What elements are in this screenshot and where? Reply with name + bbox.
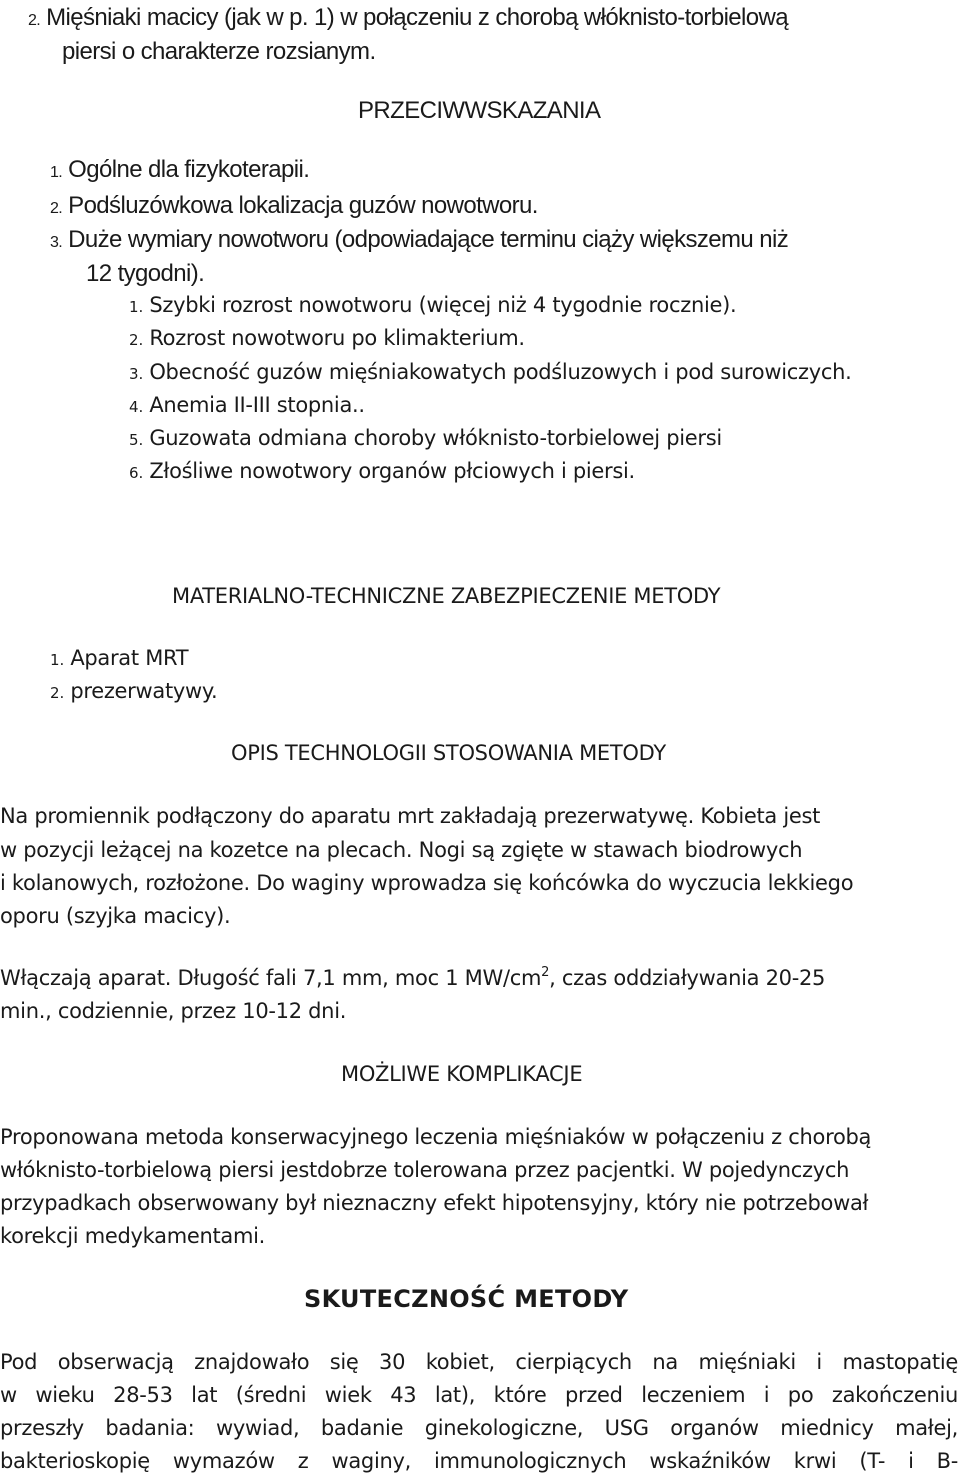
list-number: 2.	[129, 331, 144, 349]
superscript: 2	[541, 965, 550, 980]
section-heading-technology: OPIS TECHNOLOGII STOSOWANIA METODY	[231, 741, 666, 765]
paragraph-line: oporu (szyjka macicy).	[0, 904, 231, 928]
list-text: Ogólne dla fizykoterapii.	[68, 156, 310, 183]
list-number: 3.	[50, 234, 63, 251]
list-text: Złośliwe nowotwory organów płciowych i piersi.	[149, 459, 635, 483]
list-text: Mięśniaki macicy (jak w p. 1) w połączeniu z chorobą włóknisto-torbielową	[46, 4, 789, 31]
list-number: 5.	[129, 431, 144, 449]
paragraph-line: przypadkach obserwowany był nieznaczny efekt hipotensyjny, który nie potrzebował	[0, 1191, 869, 1215]
list-item-continuation: piersi o charakterze rozsianym.	[62, 38, 376, 65]
paragraph-line: Pod obserwacją znajdowało się 30 kobiet, cierpiących na mięśniaki i mastopatię	[0, 1350, 958, 1374]
paragraph-line: Na promiennik podłączony do aparatu mrt zakładają prezerwatywę. Kobieta jest	[0, 804, 821, 828]
list-number: 2.	[50, 684, 65, 702]
paragraph-line: w pozycji leżącej na kozetce na plecach. Nogi są zgięte w stawach biodrowych	[0, 838, 803, 862]
list-item	[129, 295, 736, 316]
list-item	[50, 648, 188, 669]
paragraph-line: przeszły badania: wywiad, badanie ginekologiczne, USG organów miednicy małej,	[0, 1416, 958, 1440]
paragraph-line	[0, 965, 826, 990]
text-segment: , czas oddziaływania 20-25	[549, 966, 826, 990]
list-item-continuation: 12 tygodni).	[86, 260, 205, 287]
list-item	[129, 328, 525, 349]
section-heading-complications: MOŻLIWE KOMPLIKACJE	[341, 1062, 583, 1086]
list-item	[129, 362, 851, 383]
list-item	[50, 681, 217, 702]
list-text: Szybki rozrost nowotworu (więcej niż 4 tygodnie rocznie).	[149, 293, 737, 317]
paragraph-line: i kolanowych, rozłożone. Do waginy wprowadza się końcówka do wyczucia lekkiego	[0, 871, 854, 895]
paragraph-line: włóknisto-torbielową piersi jestdobrze tolerowana przez pacjentki. W pojedynczych	[0, 1158, 850, 1182]
list-number: 2.	[28, 12, 41, 29]
list-number: 1.	[129, 298, 144, 316]
list-item	[129, 461, 635, 482]
list-number: 1.	[50, 164, 63, 181]
section-heading-material: MATERIALNO-TECHNICZNE ZABEZPIECZENIE METODY	[172, 584, 721, 608]
paragraph-line: min., codziennie, przez 10-12 dni.	[0, 999, 347, 1023]
list-item	[50, 228, 788, 252]
list-number: 6.	[129, 464, 144, 482]
section-heading-effectiveness: SKUTECZNOŚĆ METODY	[304, 1285, 629, 1313]
list-text: Aparat MRT	[70, 646, 189, 670]
section-heading-contraindications: PRZECIWWSKAZANIA	[358, 97, 601, 124]
paragraph-line: korekcji medykamentami.	[0, 1224, 266, 1248]
list-text: Anemia II-III stopnia..	[149, 393, 365, 417]
list-item	[50, 158, 309, 182]
paragraph-line: bakterioskopię wymazów z waginy, immunologicznych wskaźników krwi (T- i B-	[0, 1449, 958, 1473]
list-number: 2.	[50, 200, 63, 217]
list-text: Duże wymiary nowotworu (odpowiadające terminu ciąży większemu niż	[68, 226, 789, 253]
paragraph-line: w wieku 28-53 lat (średni wiek 43 lat), które przed leczeniem i po zakończeniu	[0, 1383, 958, 1407]
list-item	[28, 6, 788, 30]
text-segment: Włączają aparat. Długość fali 7,1 mm, moc 1 MW/cm	[0, 966, 542, 990]
list-number: 3.	[129, 365, 144, 383]
list-number: 4.	[129, 398, 144, 416]
list-item	[129, 428, 722, 449]
list-text: Podśluzówkowa lokalizacja guzów nowotworu.	[68, 192, 538, 219]
list-item	[50, 194, 538, 218]
list-number: 1.	[50, 651, 65, 669]
paragraph-line: Proponowana metoda konserwacyjnego leczenia mięśniaków w połączeniu z chorobą	[0, 1125, 872, 1149]
list-text: Rozrost nowotworu po klimakterium.	[149, 326, 525, 350]
list-item	[129, 395, 365, 416]
list-text: Obecność guzów mięśniakowatych podśluzowych i pod surowiczych.	[149, 360, 852, 384]
list-text: prezerwatywy.	[70, 679, 218, 703]
list-text: Guzowata odmiana choroby włóknisto-torbielowej piersi	[149, 426, 722, 450]
